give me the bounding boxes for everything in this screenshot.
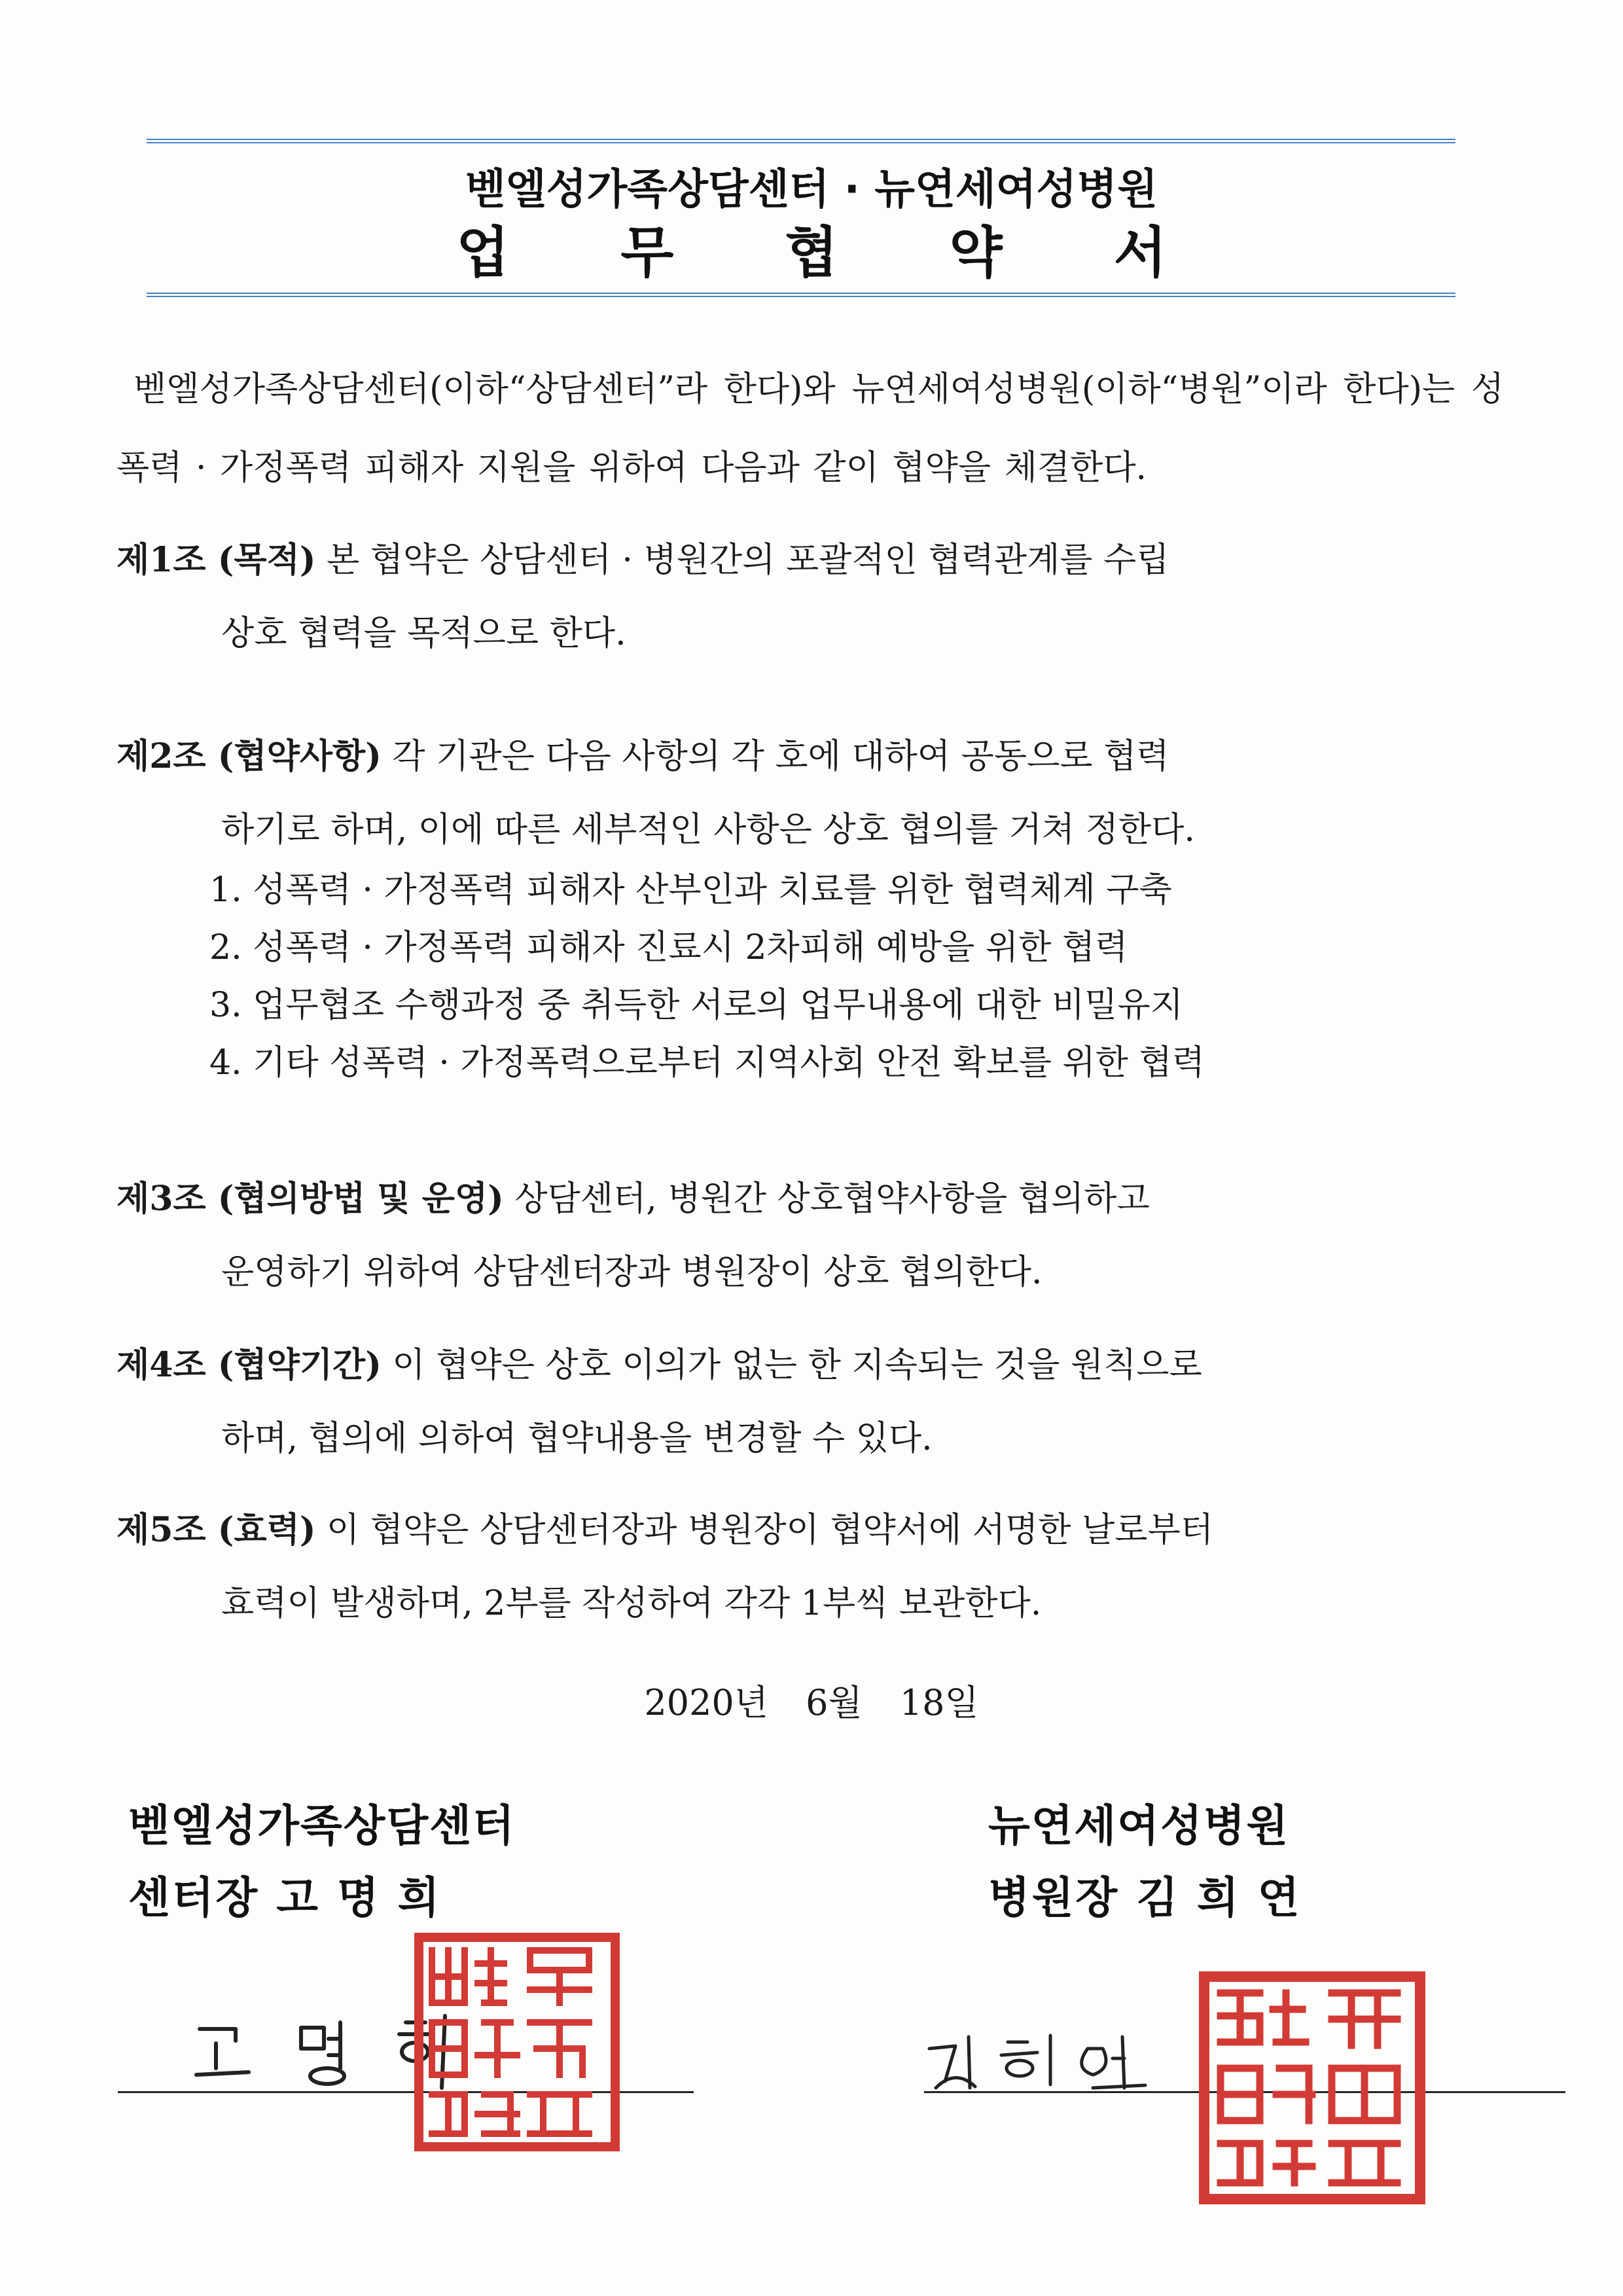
seal-left	[412, 1931, 622, 2153]
party-right-rep: 병원장 김 희 연	[988, 1873, 1302, 1923]
agreement-item: 2. 성폭력 · 가정폭력 피해자 진료시 2차피해 예방을 위한 협력	[209, 928, 1128, 967]
agreement-item: 3. 업무협조 수행과정 중 취득한 서로의 업무내용에 대한 비밀유지	[209, 986, 1183, 1025]
article-2-head: 제2조 (협약사항)	[116, 736, 382, 776]
signing-date: 2020년 6월 18일	[644, 1682, 979, 1723]
article-4-head: 제4조 (협약기간)	[116, 1345, 382, 1385]
article-3-line1: 상담센터, 병원간 상호협약사항을 협의하고	[503, 1179, 1150, 1219]
article-3-line2: 운영하기 위하여 상담센터장과 병원장이 상호 협의한다.	[221, 1253, 1043, 1292]
article-3	[116, 1162, 1504, 1309]
article-4-line2: 하며, 협의에 의하여 협약내용을 변경할 수 있다.	[221, 1419, 933, 1458]
document-title: 업무협약서	[456, 221, 1278, 285]
article-5	[116, 1494, 1504, 1640]
title-organizations: 벧엘성가족상담센터 · 뉴연세여성병원	[465, 166, 1158, 214]
seal-right	[1198, 1970, 1427, 2206]
intro-paragraph: 벧엘성가족상담센터(이하“상담센터”라 한다)와 뉴연세여성병원(이하“병원”이라 한다)는 성폭력 · 가정폭력 피해자 지원을 위하여 다음과 같이 협약을 체결한다.	[116, 370, 1504, 488]
article-1-head: 제1조 (목적)	[116, 540, 316, 580]
party-left-org: 벧엘성가족상담센터	[128, 1801, 516, 1851]
agreement-item: 1. 성폭력 · 가정폭력 피해자 산부인과 치료를 위한 협력체계 구축	[209, 870, 1172, 910]
signature-right	[916, 2022, 1191, 2101]
agreement-item: 4. 기타 성폭력 · 가정폭력으로부터 지역사회 안전 확보를 위한 협력	[209, 1043, 1205, 1083]
article-4	[116, 1329, 1504, 1475]
article-2-line2: 하기로 하며, 이에 따른 세부적인 사항은 상호 협의를 거쳐 정한다.	[221, 810, 1195, 850]
party-left	[128, 1790, 516, 1934]
article-1	[116, 524, 1504, 670]
article-2	[116, 720, 1504, 867]
party-left-rep: 센터장 고 명 희	[128, 1873, 442, 1923]
party-right-org: 뉴연세여성병원	[988, 1801, 1290, 1851]
article-4-line1: 이 협약은 상호 이의가 없는 한 지속되는 것을 원칙으로	[381, 1346, 1202, 1385]
agreement-items	[209, 861, 1492, 1092]
article-1-line2: 상호 협력을 목적으로 한다.	[221, 614, 626, 653]
article-3-head: 제3조 (협의방법 및 운영)	[116, 1179, 504, 1219]
article-5-head: 제5조 (효력)	[116, 1510, 316, 1550]
article-2-line1: 각 기관은 다음 사항의 각 호에 대하여 공동으로 협력	[381, 737, 1169, 776]
article-5-line1: 이 협약은 상담센터장과 병원장이 협약서에 서명한 날로부터	[315, 1511, 1213, 1550]
party-right	[988, 1790, 1301, 1934]
article-5-line2: 효력이 발생하며, 2부를 작성하여 각각 1부씩 보관한다.	[221, 1584, 1042, 1623]
article-1-line1: 본 협약은 상담센터 · 병원간의 포괄적인 협력관계를 수립	[315, 541, 1169, 580]
